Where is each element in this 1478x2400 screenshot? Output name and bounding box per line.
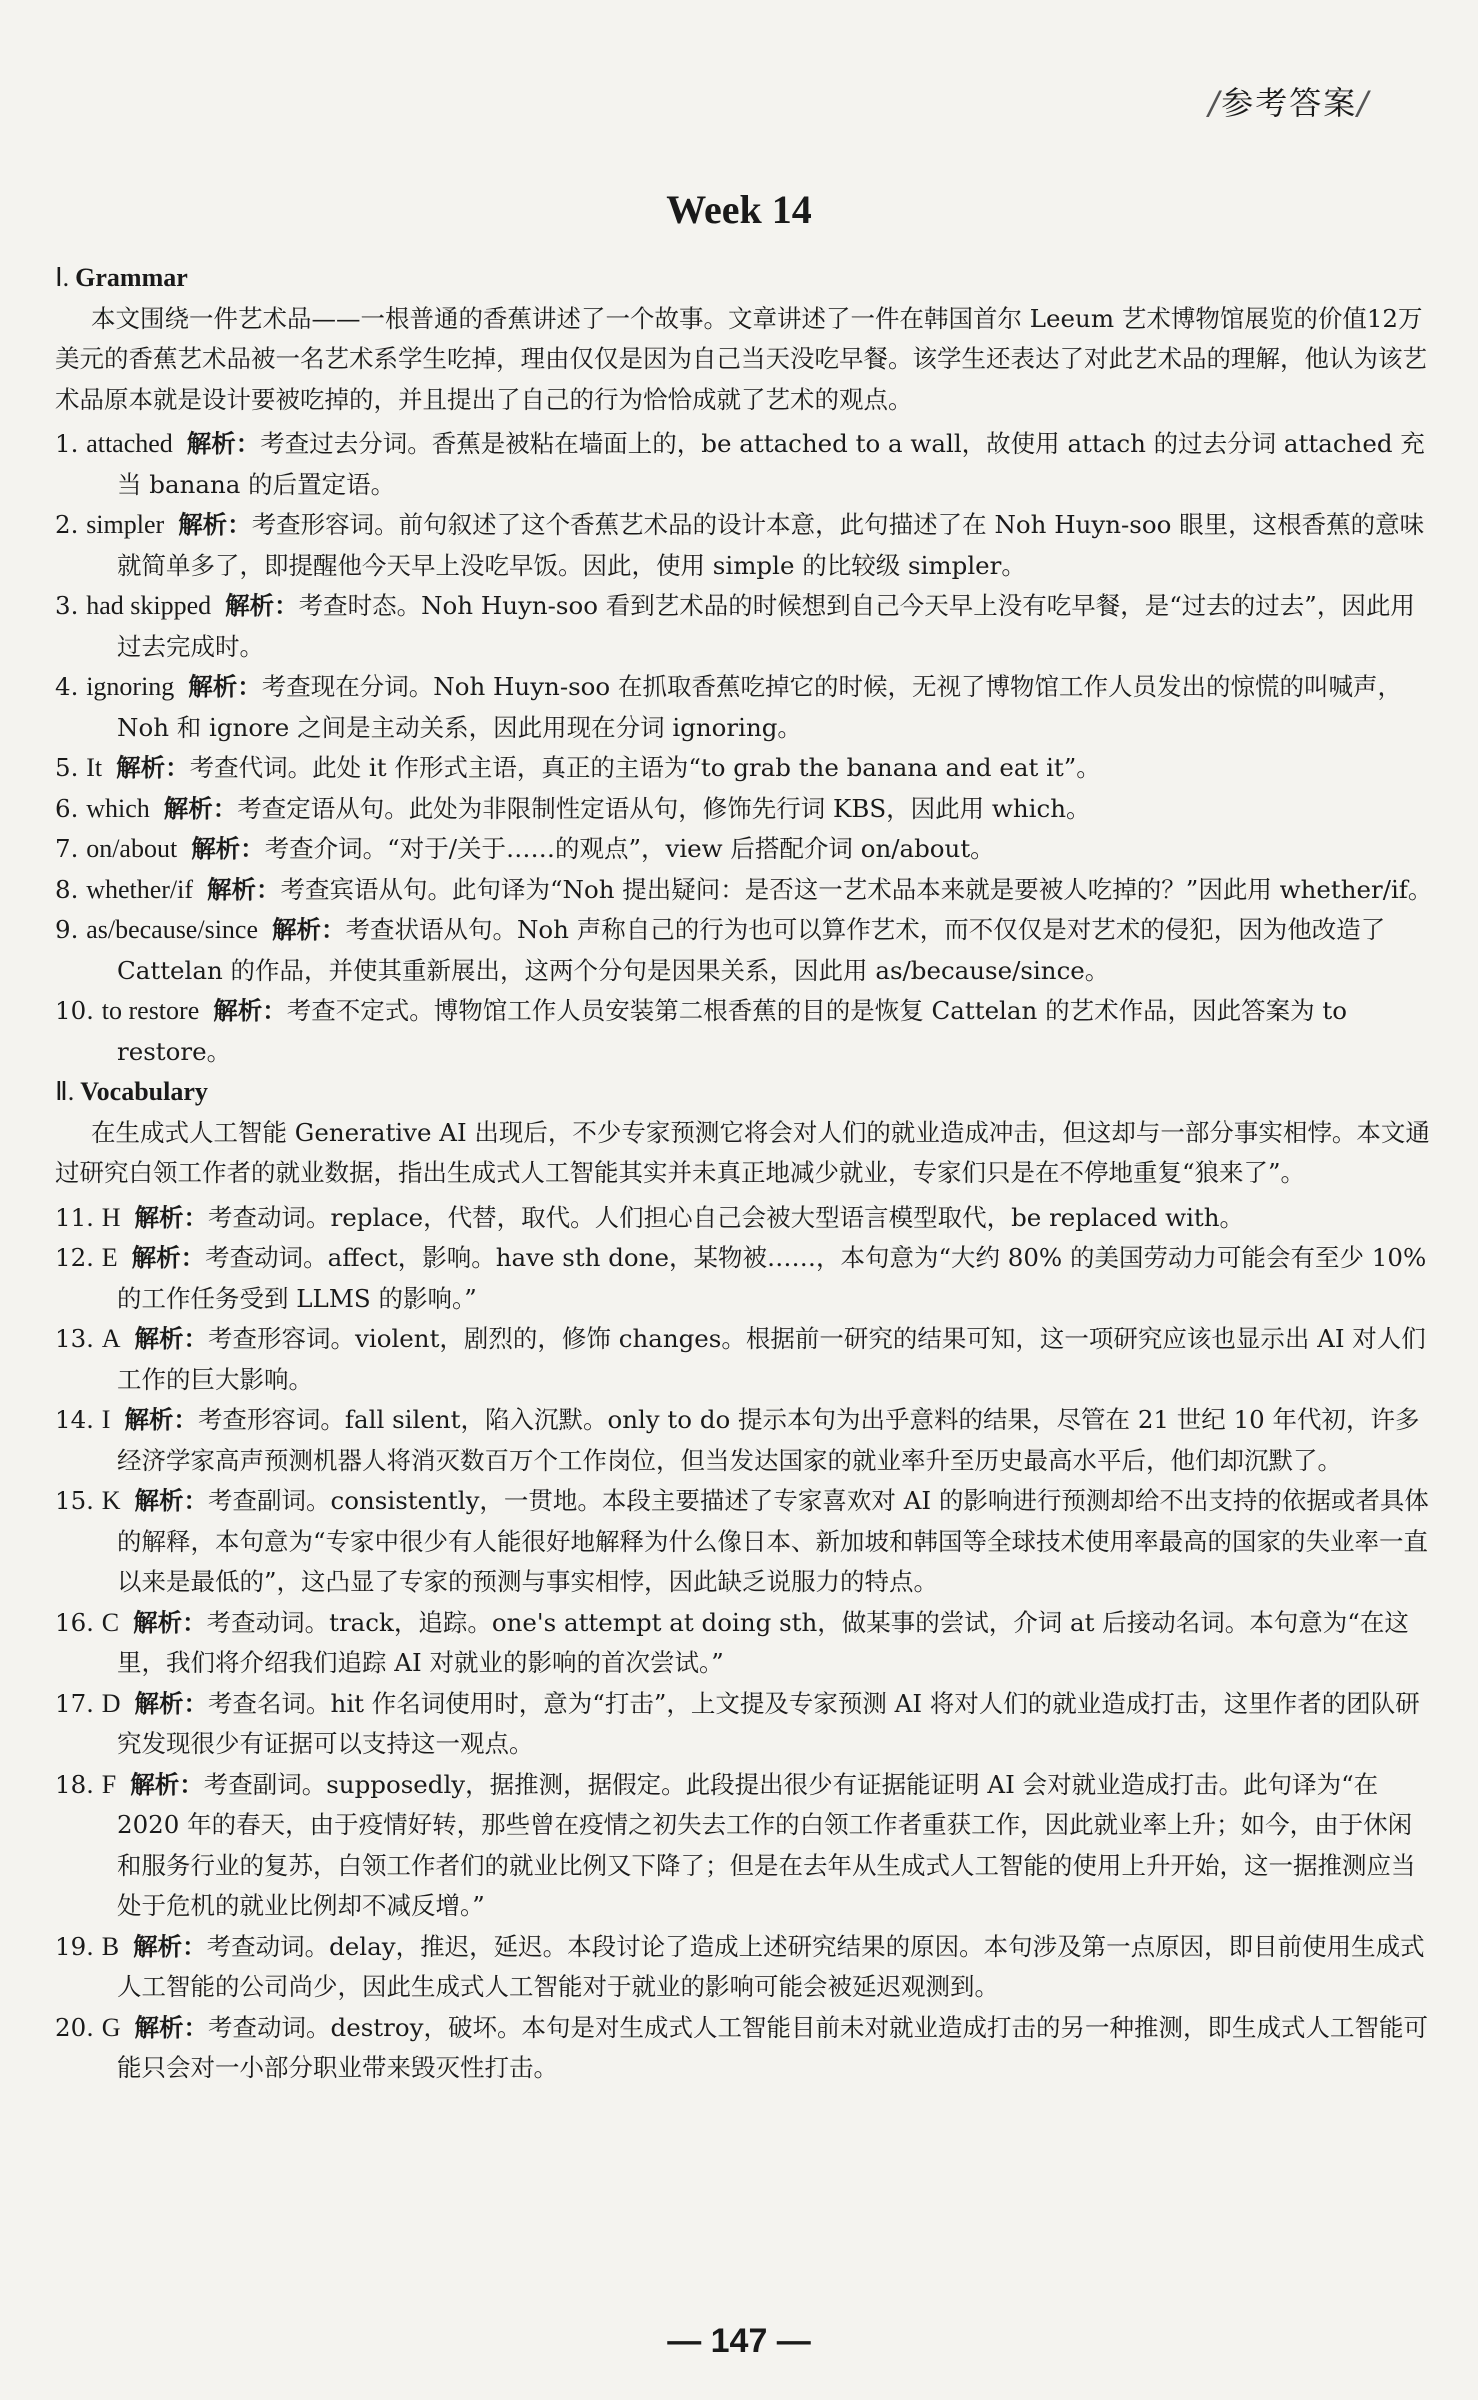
answer-item <box>55 1927 1435 2008</box>
answer-value: I <box>101 1405 111 1434</box>
answer-value: G <box>101 2012 121 2042</box>
analysis-label: 解析： <box>213 996 287 1025</box>
page-number: — 147 — <box>667 2322 811 2360</box>
answer-item <box>55 1684 1435 1765</box>
answer-value: F <box>101 1769 117 1799</box>
answer-list-vocabulary <box>55 1198 1435 2089</box>
analysis-label: 解析： <box>130 1769 204 1799</box>
answer-value: C <box>101 1607 120 1637</box>
analysis-text: 考查状语从句。Noh 声称自己的行为也可以算作艺术，而不仅仅是对艺术的侵犯，因为他改造了 Cattelan 的作品，并使其重新展出，这两个分句是因果关系，因此用 as/because/since。 <box>117 915 1386 985</box>
analysis-text: 考查动词。replace，代替，取代。人们担心自己会被大型语言模型取代，be replaced with。 <box>208 1202 1245 1232</box>
analysis-text: 考查不定式。博物馆工作人员安装第二根香蕉的目的是恢复 Cattelan 的艺术作品，因此答案为 to restore。 <box>117 996 1347 1066</box>
answer-item <box>55 1238 1435 1319</box>
answer-item <box>55 991 1435 1072</box>
answer-key-tag: /参考答案/ <box>1208 84 1370 122</box>
analysis-label: 解析： <box>134 2012 209 2042</box>
section-heading-grammar: Ⅰ. Grammar <box>55 263 188 292</box>
item-number: 6. <box>55 793 79 823</box>
answer-item <box>55 748 1435 789</box>
answer-value: H <box>101 1202 121 1232</box>
answer-item <box>55 2008 1435 2089</box>
answer-value: which <box>86 793 150 823</box>
analysis-label: 解析： <box>134 1324 209 1353</box>
item-number: 2. <box>55 510 79 539</box>
item-number: 11. <box>55 1202 94 1232</box>
answer-value: on/about <box>86 834 178 863</box>
answer-value: ignoring <box>86 672 175 701</box>
analysis-text: 考查过去分词。香蕉是被粘在墙面上的，be attached to a wall，故使用 attach 的过去分词 attached 充当 banana 的后置定语。 <box>117 429 1425 499</box>
analysis-label: 解析： <box>133 1931 207 1961</box>
answer-value: K <box>101 1486 121 1515</box>
item-number: 8. <box>55 874 79 904</box>
analysis-label: 解析： <box>116 753 190 782</box>
answer-item <box>55 789 1435 830</box>
analysis-text: 考查宾语从句。此句译为“Noh 提出疑问：是否这一艺术品本来就是要被人吃掉的？”因此用 whether/if。 <box>280 874 1433 904</box>
analysis-text: 考查形容词。前句叙述了这个香蕉艺术品的设计本意，此句描述了在 Noh Huyn-soo 眼里，这根香蕉的意味就简单多了，即提醒他今天早上没吃早饭。因此，使用 simple 的比较级 simpler。 <box>117 510 1425 580</box>
answer-item <box>55 1765 1435 1927</box>
analysis-text: 考查介词。“对于/关于……的观点”，view 后搭配介词 on/about。 <box>264 834 995 863</box>
analysis-label: 解析： <box>124 1405 198 1434</box>
page-title: Week 14 <box>666 187 812 232</box>
analysis-label: 解析： <box>191 834 265 863</box>
answer-value: E <box>101 1243 118 1272</box>
analysis-label: 解析： <box>207 874 281 904</box>
item-number: 3. <box>55 591 79 620</box>
answer-value: It <box>86 753 103 782</box>
answer-value: D <box>101 1688 121 1718</box>
analysis-label: 解析： <box>134 1486 209 1515</box>
item-number: 16. <box>55 1607 94 1637</box>
answer-item <box>55 424 1435 505</box>
item-number: 13. <box>55 1324 94 1353</box>
item-number: 20. <box>55 2012 94 2042</box>
item-number: 17. <box>55 1688 94 1718</box>
analysis-text: 考查副词。supposedly，据推测，据假定。此段提出很少有证据能证明 AI 会对就业造成打击。此句译为“在 2020 年的春天，由于疫情好转，那些曾在疫情之初失去工作的白领工作者重获工作，因此就业率上升；如今，由于休闲和服务行业的复苏，白领工作者们的就业比例又下降了；但是在去年从生成式人工智能的使用上升开始，这一据推测应当处于危机的就业比例却不减反增。” <box>117 1769 1416 1920</box>
answer-value: had skipped <box>86 591 212 620</box>
analysis-text: 考查形容词。violent，剧烈的，修饰 changes。根据前一研究的结果可知，这一项研究应该也显示出 AI 对人们工作的巨大影响。 <box>117 1324 1426 1394</box>
item-number: 7. <box>55 834 79 863</box>
answer-value: to restore <box>101 996 200 1025</box>
answer-value: whether/if <box>86 874 194 904</box>
item-number: 15. <box>55 1486 94 1515</box>
item-number: 9. <box>55 915 79 944</box>
answer-item <box>55 586 1435 667</box>
answer-value: A <box>101 1324 121 1353</box>
analysis-text: 考查代词。此处 it 作形式主语，真正的主语为“to grab the banana and eat it”。 <box>189 753 1101 782</box>
answer-item <box>55 1603 1435 1684</box>
answer-value: as/because/since <box>86 915 258 944</box>
section-heading-vocabulary: Ⅱ. Vocabulary <box>55 1077 208 1106</box>
section-intro-grammar: 本文围绕一件艺术品——一根普通的香蕉讲述了一个故事。文章讲述了一件在韩国首尔 Leeum 艺术博物馆展览的价值12万美元的香蕉艺术品被一名艺术系学生吃掉，理由仅仅是因为自己当天没吃早餐。该学生还表达了对此艺术品的理解，他认为该艺术品原本就是设计要被吃掉的，并且提出了自己的行为恰恰成就了艺术的观点。 <box>55 303 1427 414</box>
answer-item <box>55 1400 1435 1481</box>
analysis-label: 解析： <box>163 793 238 823</box>
answer-item <box>55 1319 1435 1400</box>
analysis-label: 解析： <box>188 672 262 701</box>
item-number: 14. <box>55 1405 94 1434</box>
analysis-label: 解析： <box>225 591 299 620</box>
analysis-text: 考查现在分词。Noh Huyn-soo 在抓取香蕉吃掉它的时候，无视了博物馆工作人员发出的惊慌的叫喊声，Noh 和 ignore 之间是主动关系，因此用现在分词 ignoring。 <box>117 672 1402 742</box>
item-number: 12. <box>55 1243 94 1272</box>
answer-item <box>55 505 1435 586</box>
analysis-label: 解析： <box>134 1202 209 1232</box>
analysis-text: 考查动词。affect，影响。have sth done，某物被……，本句意为“大约 80% 的美国劳动力可能会有至少 10% 的工作任务受到 LLMS 的影响。” <box>117 1243 1427 1313</box>
answer-list-grammar <box>55 424 1435 1072</box>
section-intro-vocabulary: 在生成式人工智能 Generative AI 出现后，不少专家预测它将会对人们的就业造成冲击，但这却与一部分事实相悖。本文通过研究白领工作者的就业数据，指出生成式人工智能其实并未真正地减少就业，专家们只是在不停地重复“狼来了”。 <box>55 1117 1430 1187</box>
answer-item <box>55 910 1435 991</box>
analysis-text: 考查定语从句。此处为非限制性定语从句，修饰先行词 KBS，因此用 which。 <box>237 793 1091 823</box>
item-number: 18. <box>55 1769 94 1799</box>
answer-item <box>55 829 1435 870</box>
analysis-label: 解析： <box>178 510 252 539</box>
analysis-label: 解析： <box>131 1243 206 1272</box>
answer-item <box>55 870 1435 911</box>
analysis-text: 考查副词。consistently，一贯地。本段主要描述了专家喜欢对 AI 的影响进行预测却给不出支持的依据或者具体的解释，本句意为“专家中很少有人能很好地解释为什么像日本、新加坡和韩国等全球技术使用率最高的国家的失业率一直以来是最低的”，这凸显了专家的预测与事实相悖，因此缺乏说服力的特点。 <box>117 1486 1429 1596</box>
document-body <box>55 258 1435 2089</box>
answer-value: B <box>101 1931 120 1961</box>
analysis-label: 解析： <box>134 1688 209 1718</box>
analysis-text: 考查形容词。fall silent，陷入沉默。only to do 提示本句为出乎意料的结果，尽管在 21 世纪 10 年代初，许多经济学家高声预测机器人将消灭数百万个工作岗位，但当发达国家的就业率升至历史最高水平后，他们却沉默了。 <box>117 1405 1420 1475</box>
analysis-text: 考查动词。track，追踪。one's attempt at doing sth，做某事的尝试，介词 at 后接动名词。本句意为“在这里，我们将介绍我们追踪 AI 对就业的影响的首次尝试。” <box>117 1607 1409 1677</box>
analysis-label: 解析： <box>133 1607 207 1637</box>
item-number: 19. <box>55 1931 94 1961</box>
item-number: 1. <box>55 429 79 458</box>
answer-value: attached <box>86 429 173 458</box>
analysis-label: 解析： <box>186 429 261 458</box>
answer-value: simpler <box>86 510 165 539</box>
item-number: 4. <box>55 672 79 701</box>
item-number: 5. <box>55 753 79 782</box>
analysis-text: 考查名词。hit 作名词使用时，意为“打击”，上文提及专家预测 AI 将对人们的就业造成打击，这里作者的团队研究发现很少有证据可以支持这一观点。 <box>117 1688 1420 1758</box>
answer-item <box>55 667 1435 748</box>
analysis-text: 考查动词。destroy，破坏。本句是对生成式人工智能目前未对就业造成打击的另一种推测，即生成式人工智能可能只会对一小部分职业带来毁灭性打击。 <box>117 2012 1428 2082</box>
analysis-text: 考查时态。Noh Huyn-soo 看到艺术品的时候想到自己今天早上没有吃早餐，是“过去的过去”，因此用过去完成时。 <box>117 591 1415 661</box>
analysis-text: 考查动词。delay，推迟，延迟。本段讨论了造成上述研究结果的原因。本句涉及第一点原因，即目前使用生成式人工智能的公司尚少，因此生成式人工智能对于就业的影响可能会被延迟观测到。 <box>117 1931 1425 2001</box>
analysis-label: 解析： <box>272 915 346 944</box>
item-number: 10. <box>55 996 94 1025</box>
answer-key-label: 参考答案 <box>1221 84 1358 122</box>
answer-item <box>55 1481 1435 1603</box>
answer-item <box>55 1198 1435 1239</box>
